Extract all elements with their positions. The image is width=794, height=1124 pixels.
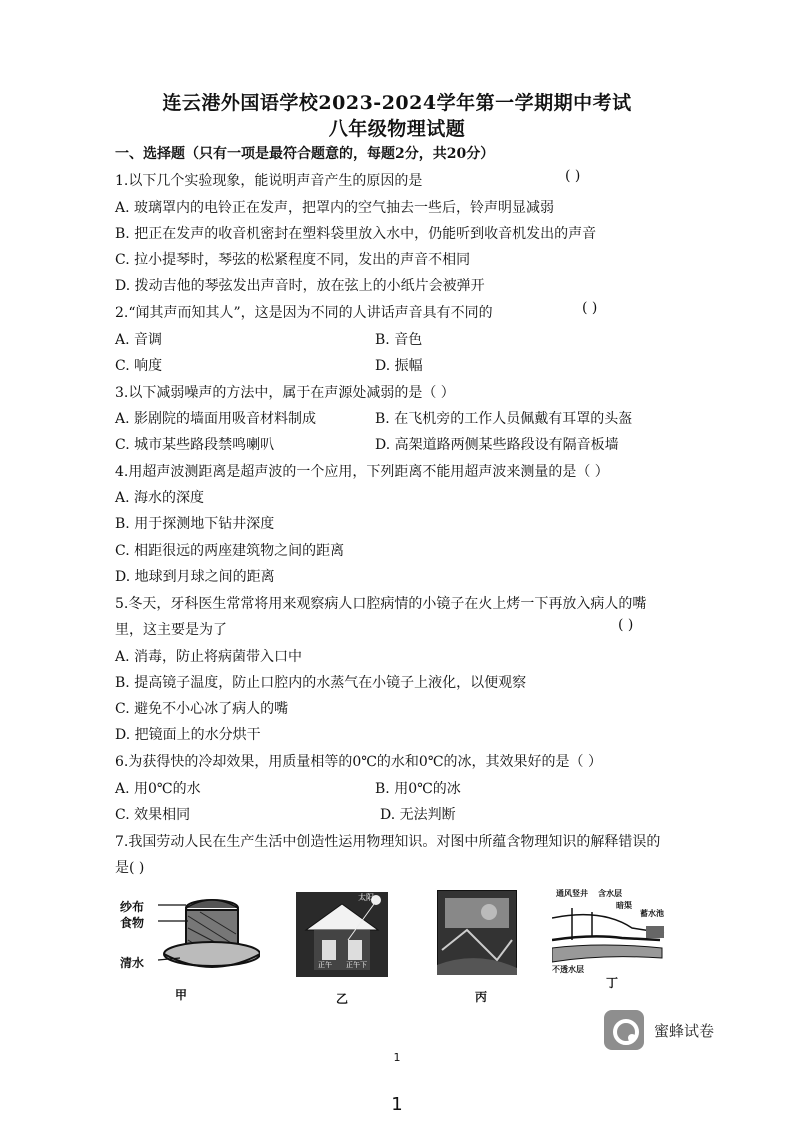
figure-jia: [120, 888, 260, 983]
q2-option-b: B. 音色: [375, 332, 423, 348]
caption-bing: 丙: [475, 990, 488, 1004]
caption-ding: 丁: [606, 976, 619, 990]
label-clear-water: 清水: [120, 956, 145, 970]
exam-title: 连云港外国语学校2023-2024学年第一学期期中考试: [162, 92, 632, 114]
exam-subtitle: 八年级物理试题: [328, 118, 466, 140]
q5-option-c: C. 避免不小心冰了病人的嘴: [115, 701, 289, 717]
q6-option-d: D. 无法判断: [380, 807, 456, 823]
figure-yi-drawing: [296, 892, 388, 977]
question-2-stem: 2.“闻其声而知其人”，这是因为不同的人讲话声音具有不同的: [115, 305, 493, 321]
q4-option-c: C. 相距很远的两座建筑物之间的距离: [115, 543, 345, 559]
label-aquifer: 含水层: [598, 888, 622, 898]
q4-option-b: B. 用于探测地下钻井深度: [115, 516, 275, 532]
section-heading: 一、选择题（只有一项是最符合题意的，每题2分，共20分）: [115, 146, 495, 162]
q3-option-b: B. 在飞机旁的工作人员佩戴有耳罩的头盔: [375, 411, 633, 427]
label-noon-below: 正午下: [346, 961, 367, 969]
q6-option-c: C. 效果相同: [115, 807, 191, 823]
label-ventilation-shaft: 通风竖井: [556, 888, 588, 898]
q1-option-a: A. 玻璃罩内的电铃正在发声，把罩内的空气抽去一些后，铃声明显减弱: [115, 200, 555, 216]
q2-option-a: A. 音调: [115, 332, 163, 348]
figure-bing: [437, 890, 517, 975]
watermark-text: 蜜蜂试卷: [654, 1021, 715, 1040]
q2-option-c: C. 响度: [115, 358, 163, 374]
question-7-stem: 7.我国劳动人民在生产生活中创造性运用物理知识。对图中所蕴含物理知识的解释错误的: [115, 834, 661, 850]
q6-option-b: B. 用0℃的冰: [375, 781, 461, 797]
answer-blank-1: ( ): [565, 168, 581, 184]
q1-option-b: B. 把正在发声的收音机密封在塑料袋里放入水中，仍能听到收音机发出的声音: [115, 226, 597, 242]
q1-option-c: C. 拉小提琴时，琴弦的松紧程度不同，发出的声音不相同: [115, 252, 471, 268]
q5-option-d: D. 把镜面上的水分烘干: [115, 727, 261, 743]
q6-option-a: A. 用0℃的水: [115, 781, 201, 797]
page-number-small: 1: [393, 1051, 401, 1064]
question-7-stem-cont: 是( ): [115, 860, 145, 876]
answer-blank-5: ( ): [618, 617, 634, 633]
bee-exam-logo-icon: [604, 1010, 644, 1050]
q5-option-a: A. 消毒，防止将病菌带入口中: [115, 649, 303, 665]
label-sun: 太阳: [358, 893, 374, 902]
q3-option-c: C. 城市某些路段禁鸣喇叭: [115, 437, 275, 453]
q3-option-d: D. 高架道路两侧某些路段设有隔音板墙: [375, 437, 619, 453]
answer-blank-2: ( ): [582, 300, 598, 316]
figure-bing-drawing: [437, 890, 517, 975]
label-reservoir: 蓄水池: [640, 908, 664, 918]
label-impermeable-layer: 不透水层: [552, 964, 584, 974]
figure-ding: [552, 888, 672, 978]
caption-jia: 甲: [175, 988, 188, 1002]
q5-option-b: B. 提高镜子温度，防止口腔内的水蒸气在小镜子上液化，以便观察: [115, 675, 527, 691]
label-noon: 正午: [318, 961, 332, 969]
q4-option-a: A. 海水的深度: [115, 490, 205, 506]
label-gauze: 纱布: [120, 900, 145, 914]
watermark: [604, 1010, 714, 1050]
label-underground-channel: 暗渠: [616, 900, 632, 910]
page-number-large: 1: [391, 1094, 403, 1115]
figure-yi: [296, 892, 388, 977]
question-5-stem-cont: 里，这主要是为了: [115, 622, 227, 638]
q4-option-d: D. 地球到月球之间的距离: [115, 569, 275, 585]
label-food: 食物: [120, 916, 145, 930]
q1-option-d: D. 拨动吉他的琴弦发出声音时，放在弦上的小纸片会被弹开: [115, 278, 485, 294]
question-4-stem: 4.用超声波测距离是超声波的一个应用，下列距离不能用超声波来测量的是（ ）: [115, 464, 609, 480]
caption-yi: 乙: [336, 992, 349, 1006]
question-5-stem: 5.冬天，牙科医生常常将用来观察病人口腔病情的小镜子在火上烤一下再放入病人的嘴: [115, 596, 647, 612]
question-1-stem: 1.以下几个实验现象，能说明声音产生的原因的是: [115, 173, 423, 189]
question-6-stem: 6.为获得快的冷却效果，用质量相等的0℃的水和0℃的冰，其效果好的是（ ）: [115, 754, 602, 770]
q3-option-a: A. 影剧院的墙面用吸音材料制成: [115, 411, 317, 427]
q2-option-d: D. 振幅: [375, 358, 423, 374]
question-3-stem: 3.以下减弱噪声的方法中，属于在声源处减弱的是（ ）: [115, 385, 455, 401]
